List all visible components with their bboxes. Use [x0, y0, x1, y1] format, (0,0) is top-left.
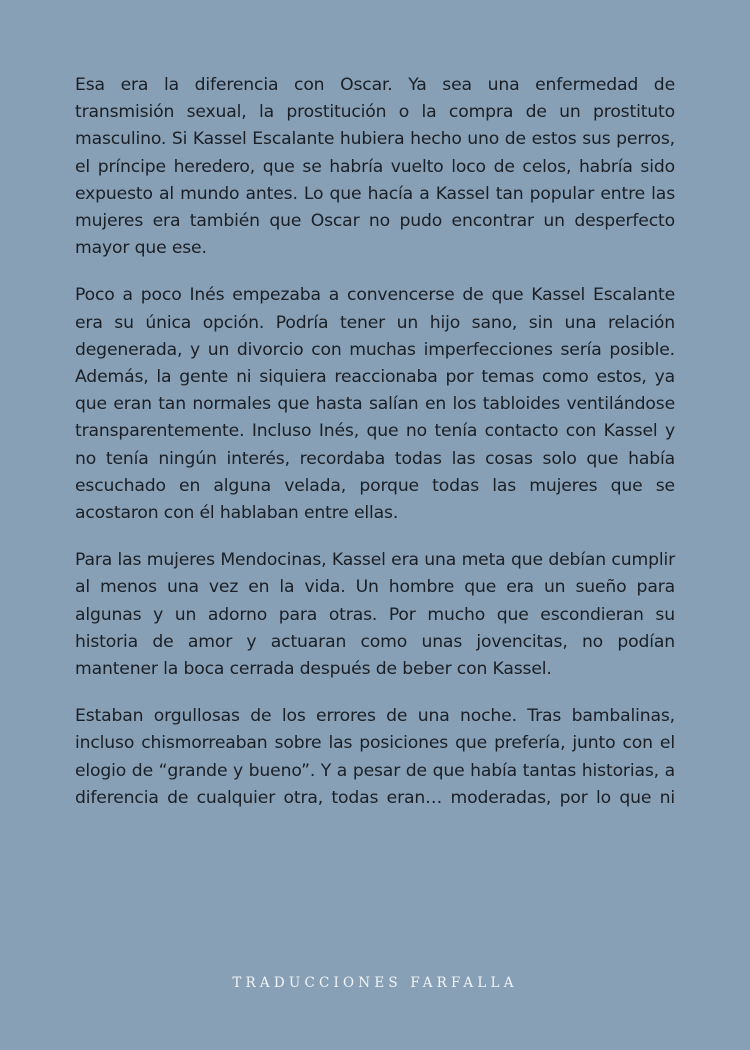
- paragraph-3: Para las mujeres Mendocinas, Kassel era una meta que debían cumplir al menos una vez en la vida. Un hombre que era un sueño para algunas y un adorno para otras. Por mucho que escondieran su historia de amor y actuaran como unas jovencitas, no podían mantener la boca cerrada después de beber con Kassel.: [75, 550, 675, 680]
- paragraph-4: Estaban orgullosas de los errores de una noche. Tras bambalinas, incluso chismorreaban sobre las posiciones que prefería, junto con el elogio de “grande y bueno”. Y a pesar de que había tantas historias, a diferencia de cualquier otra, todas eran… moderadas, por lo que ni: [75, 706, 675, 808]
- page-footer: TRADUCCIONES FARFALLA: [232, 975, 518, 991]
- body-text: [75, 72, 675, 832]
- paragraph-1: Esa era la diferencia con Oscar. Ya sea una enfermedad de transmisión sexual, la prostitución o la compra de un prostituto masculino. Si Kassel Escalante hubiera hecho uno de estos sus perros, el príncipe heredero, que se habría vuelto loco de celos, habría sido expuesto al mundo antes. Lo que hacía a Kassel tan popular entre las mujeres era también que Oscar no pudo encontrar un desperfecto mayor que ese.: [75, 75, 675, 259]
- paragraph-2: Poco a poco Inés empezaba a convencerse de que Kassel Escalante era su única opción. Podría tener un hijo sano, sin una relación degenerada, y un divorcio con muchas imperfecciones sería posible. Además, la gente ni siquiera reaccionaba por temas como estos, ya que eran tan normales que hasta salían en los tabloides ventilándose transparentemente. Incluso Inés, que no tenía contacto con Kassel y no tenía ningún interés, recordaba todas las cosas solo que había escuchado en alguna velada, porque todas las mujeres que se acostaron con él hablaban entre ellas.: [75, 285, 675, 524]
